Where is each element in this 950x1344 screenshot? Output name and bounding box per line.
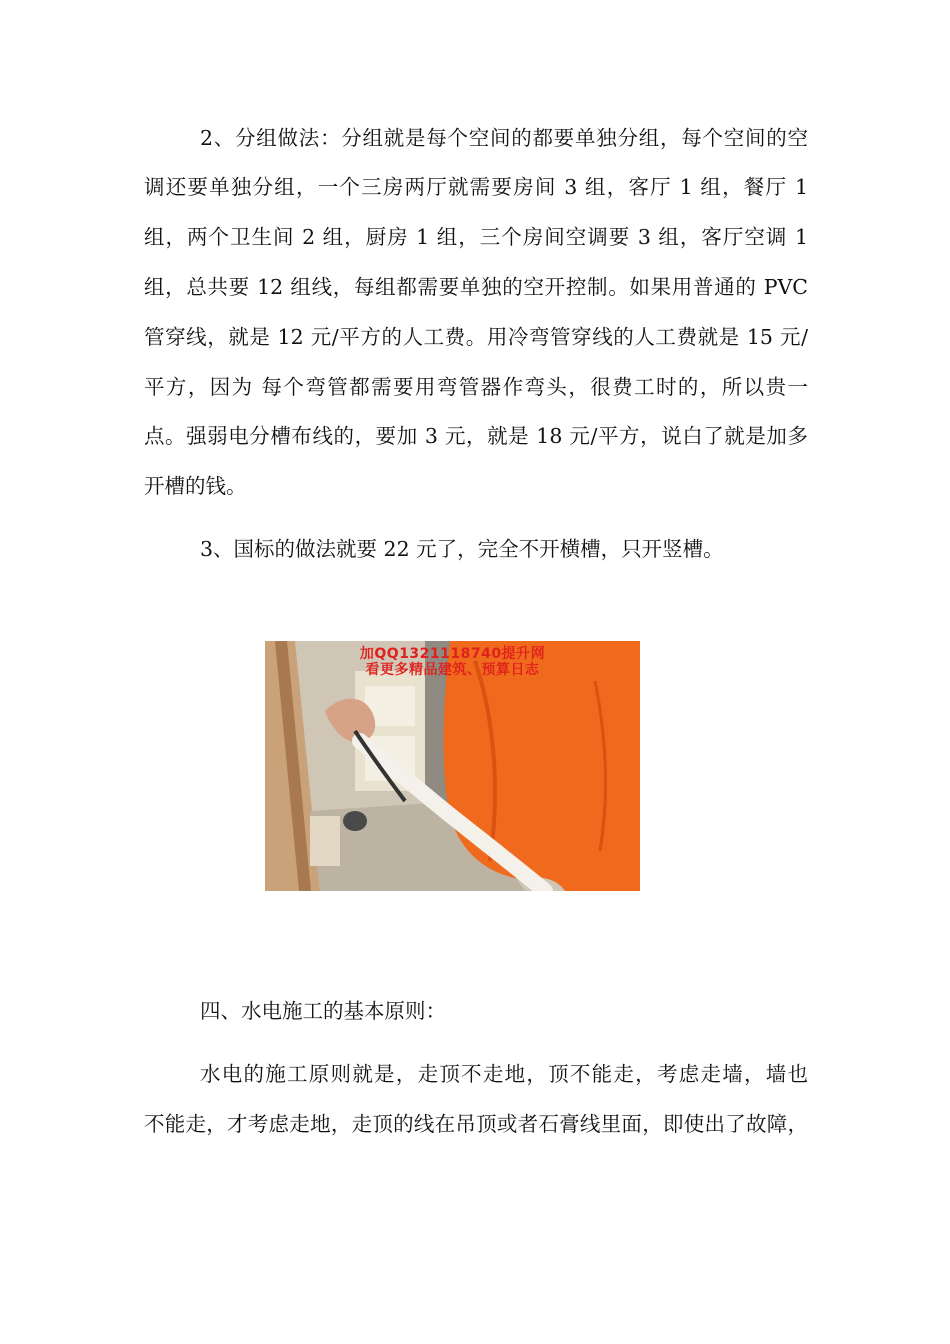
text-line: 不能走，才考虑走地，走顶的线在吊顶或者石膏线里面，即使出了故障， <box>144 1112 808 1136</box>
text-line: 组，总共要 12 组线，每组都需要单独的空开控制。如果用普通的 PVC <box>144 275 808 299</box>
watermark-line: 看更多精品建筑、预算日志 <box>365 662 540 678</box>
text-line: 开槽的钱。 <box>144 474 247 498</box>
section-heading: 四、水电施工的基本原则： <box>200 999 446 1023</box>
construction-photo <box>265 641 640 891</box>
text-line: 2、分组做法：分组就是每个空间的都要单独分组，每个空间的空 <box>200 126 808 150</box>
text-line: 组，两个卫生间 2 组，厨房 1 组，三个房间空调要 3 组，客厅空调 1 <box>144 225 808 249</box>
watermark-line: 加QQ1321118740提升网 <box>359 646 546 662</box>
text-line: 点。强弱电分槽布线的，要加 3 元，就是 18 元/平方，说白了就是加多 <box>144 424 808 448</box>
text-line: 水电的施工原则就是，走顶不走地，顶不能走，考虑走墙，墙也 <box>200 1062 808 1086</box>
text-line: 管穿线，就是 12 元/平方的人工费。用冷弯管穿线的人工费就是 15 元/ <box>144 325 808 349</box>
text-line: 平方，因为 每个弯管都需要用弯管器作弯头，很费工时的，所以贵一 <box>144 375 808 399</box>
text-line: 调还要单独分组，一个三房两厅就需要房间 3 组，客厅 1 组，餐厅 1 <box>144 175 808 199</box>
text-line: 3、国标的做法就要 22 元了，完全不开横槽，只开竖槽。 <box>200 537 724 561</box>
